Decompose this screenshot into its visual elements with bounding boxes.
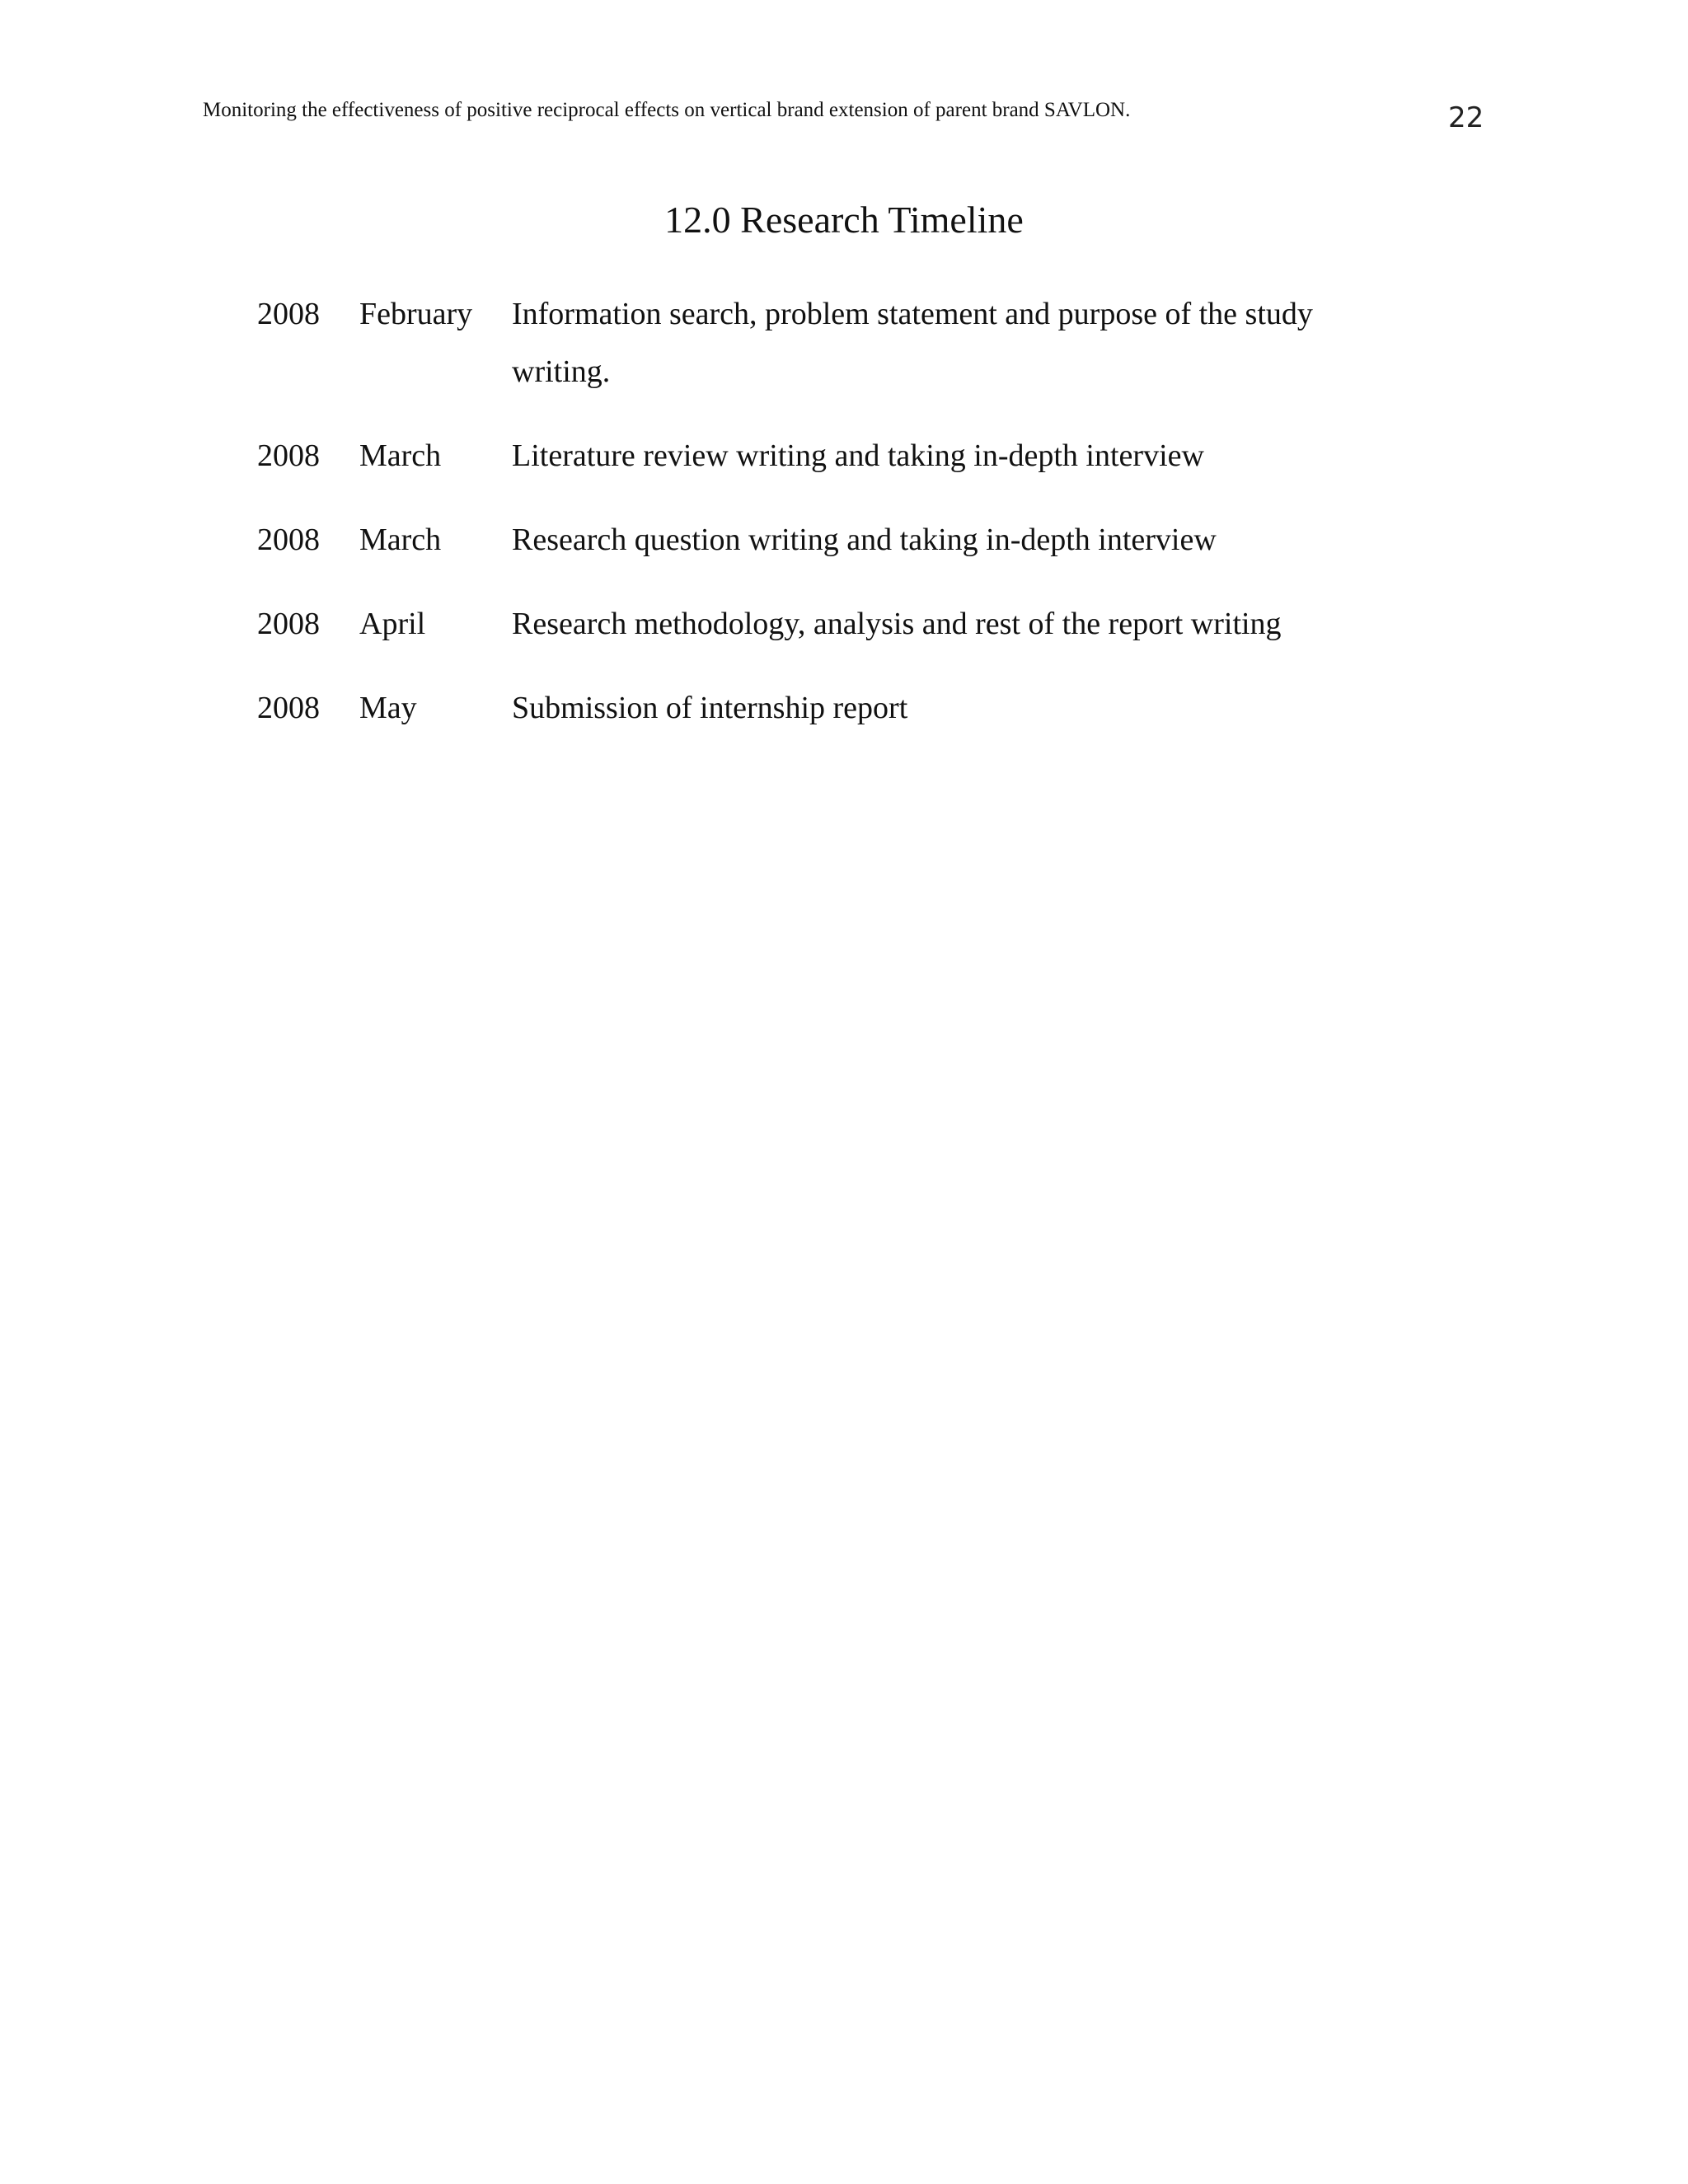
timeline-row [257,285,1452,401]
timeline-year: 2008 [257,438,320,473]
timeline-year: 2008 [257,523,320,557]
timeline-row [257,595,1452,653]
timeline-year: 2008 [257,691,320,725]
section-title: 12.0 Research Timeline [664,199,1024,241]
timeline-month: May [359,691,417,725]
timeline-activity: Literature review writing and taking in-depth interview [512,438,1204,473]
timeline-activity: Research methodology, analysis and rest of the report writing [512,607,1282,641]
running-header: Monitoring the effectiveness of positive reciprocal effects on vertical brand extension of parent brand SAVLON. [203,99,1131,121]
timeline-row [257,427,1452,485]
timeline-month: February [359,297,473,331]
timeline-activity: Research question writing and taking in-depth interview [512,523,1217,557]
timeline-month: March [359,523,442,557]
research-timeline [257,285,1452,737]
timeline-month: April [359,607,426,641]
timeline-row [257,511,1452,569]
timeline-activity: Submission of internship report [512,691,908,725]
timeline-row [257,679,1452,737]
timeline-year: 2008 [257,607,320,641]
timeline-month: March [359,438,442,473]
page-number: 22 [1448,101,1484,134]
timeline-activity: Information search, problem statement and purpose of the study writing. [512,297,1313,389]
timeline-year: 2008 [257,297,320,331]
